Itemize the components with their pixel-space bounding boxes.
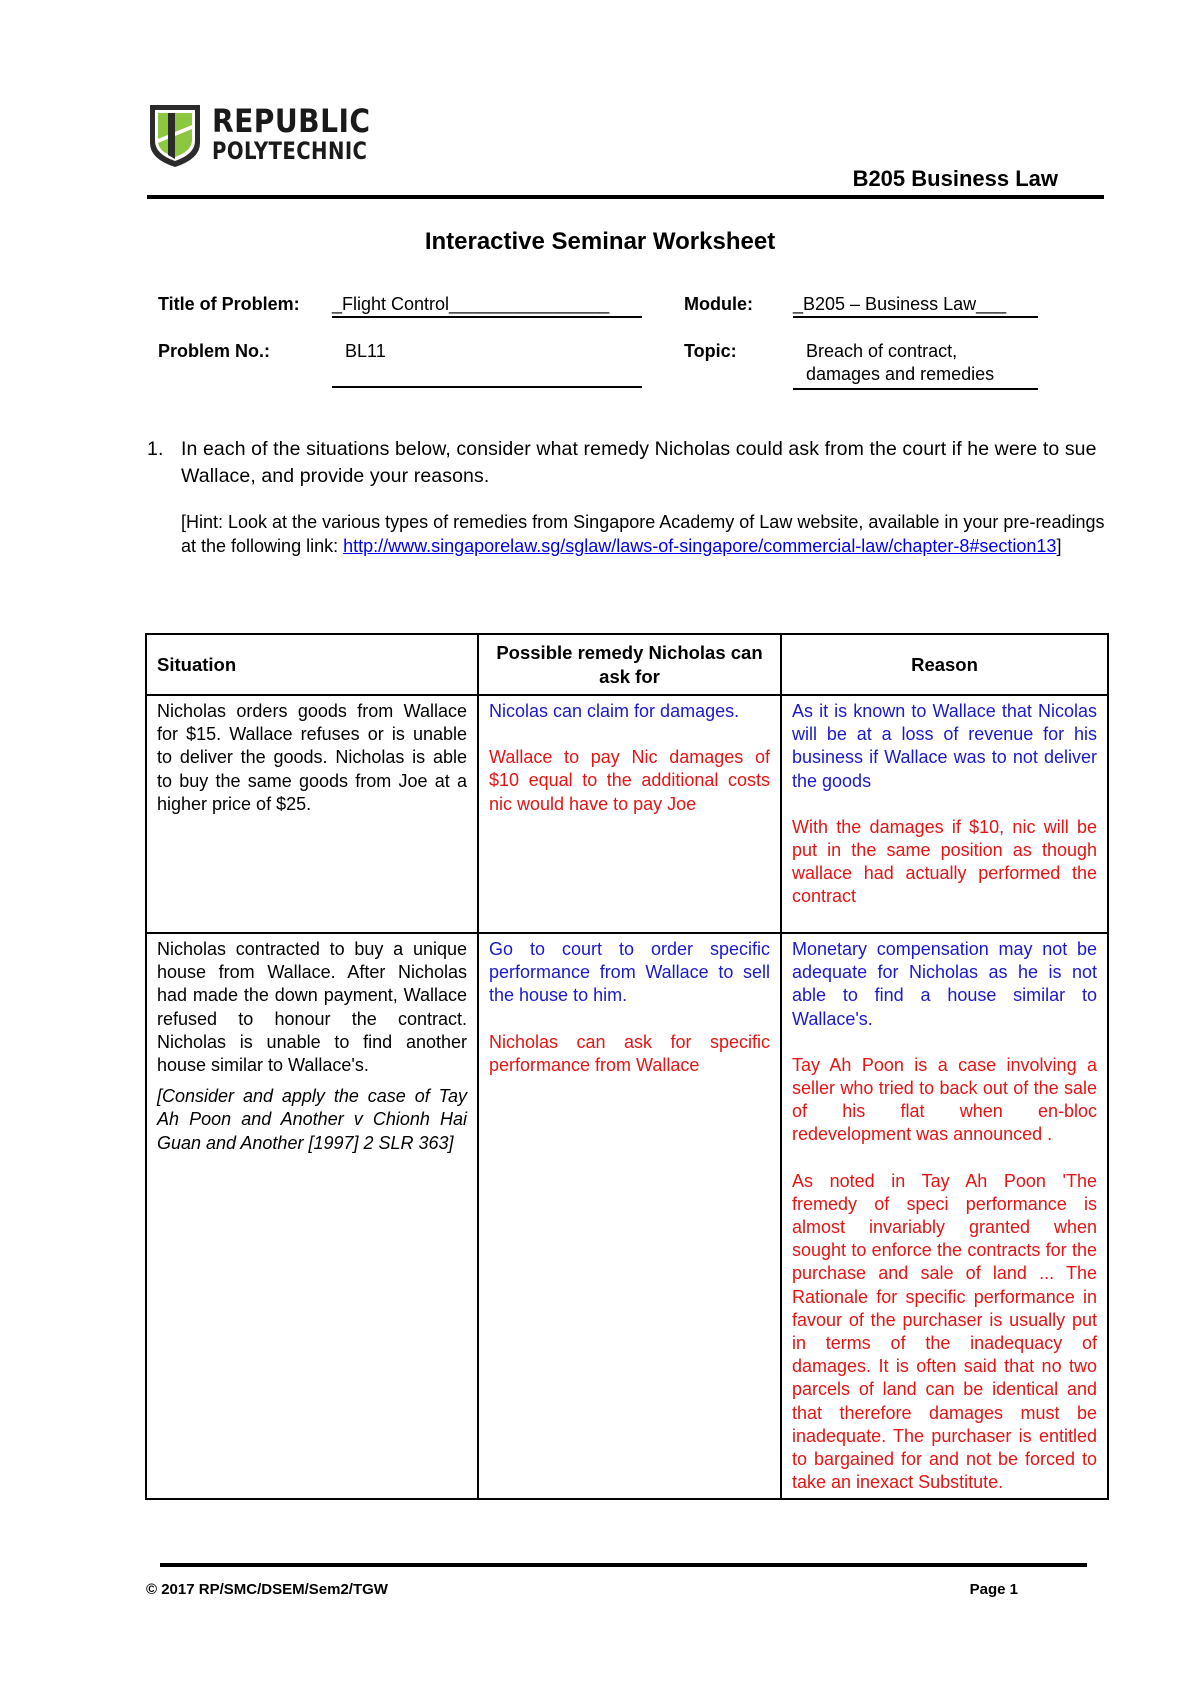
reason-answer-red-quote: As noted in Tay Ah Poon 'The fremedy of speci performance is almost invariably granted when sought to enforce the contracts for the purchase and sale of land ... The Rationale for specific performance in favour of the purchaser is usually put in terms of the inadequacy of damages. It is often said that no two parcels of land can be identical and that therefore damages must be inadequate. The purchaser is entitled to bargained for and not be forced to take an inexact Substitute. — [792, 1170, 1097, 1493]
remedies-table — [145, 633, 1109, 1500]
logo-line-2: POLYTECHNIC — [212, 137, 368, 165]
page-title: Interactive Seminar Worksheet — [424, 228, 776, 255]
question-1 — [147, 436, 1107, 490]
reason-answer-red: Tay Ah Poon is a case involving a seller who tried to back out of the sale of his flat when en-bloc redevelopment was announced . — [792, 1054, 1097, 1145]
module-value: _B205 – Business Law___ — [793, 294, 1007, 314]
module-underline — [793, 316, 1038, 318]
republic-polytechnic-logo — [148, 103, 388, 169]
shield-logo-icon — [148, 103, 202, 169]
title-of-problem-underline — [332, 316, 642, 318]
column-header-situation: Situation — [146, 634, 478, 695]
problem-no-underline — [332, 386, 642, 388]
situation-cell — [146, 695, 478, 933]
table-header-row — [146, 634, 1108, 695]
module-code-heading: B205 Business Law — [852, 166, 1058, 191]
hint-text: [Hint: Look at the various types of remedies from Singapore Academy of Law website, available in your pre-readings at the following link: — [181, 512, 1105, 556]
problem-no-value: BL11 — [345, 341, 386, 361]
reason-cell — [781, 933, 1108, 1499]
remedy-cell — [478, 695, 781, 933]
title-of-problem-label: Title of Problem: — [158, 294, 300, 314]
table-row — [146, 695, 1108, 933]
topic-value-line-1: Breach of contract, — [806, 341, 958, 361]
logo-line-1: REPUBLIC — [212, 102, 371, 140]
module-label: Module: — [684, 294, 753, 314]
singaporelaw-link[interactable]: http://www.singaporelaw.sg/sglaw/laws-of-singapore/commercial-law/chapter-8#section13 — [343, 536, 1057, 556]
hint-paragraph — [181, 510, 1106, 558]
logo-wordmark — [212, 102, 402, 165]
topic-value-line-2: damages and remedies — [806, 364, 995, 384]
reason-answer-blue: As it is known to Wallace that Nicolas will be at a loss of revenue for his business if Wallace was to not deliver the goods — [792, 701, 1097, 791]
column-header-remedy: Possible remedy Nicholas can ask for — [478, 634, 781, 695]
hint-closing-bracket: ] — [1056, 536, 1062, 556]
reason-answer-blue: Monetary compensation may not be adequate for Nicholas as he is not able to find a house similar to Wallace's. — [792, 939, 1097, 1029]
title-of-problem-value: _Flight Control________________ — [332, 294, 610, 314]
remedy-answer-red: Nicholas can ask for specific performance from Wallace — [489, 1031, 770, 1075]
reason-cell — [781, 695, 1108, 933]
question-text: In each of the situations below, consider what remedy Nicholas could ask from the court if he were to sue Wallace, and provide your reasons. — [181, 438, 1097, 487]
situation-cell — [146, 933, 478, 1499]
topic-underline — [793, 388, 1038, 390]
copyright-footer: © 2017 RP/SMC/DSEM/Sem2/TGW — [146, 1581, 388, 1598]
situation-case-note: [Consider and apply the case of Tay Ah Poon and Another v Chionh Hai Guan and Another [1997] 2 SLR 363] — [157, 1086, 467, 1153]
remedy-cell — [478, 933, 781, 1499]
column-header-reason: Reason — [781, 634, 1108, 695]
problem-no-label: Problem No.: — [158, 341, 271, 361]
remedy-answer-red: Wallace to pay Nic damages of $10 equal to the additional costs nic would have to pay Joe — [489, 747, 770, 814]
situation-text: Nicholas contracted to buy a unique house from Wallace. After Nicholas had made the down payment, Wallace refused to honour the contract. Nicholas is unable to find another house similar to Wallace's. — [157, 939, 467, 1076]
question-number: 1. — [147, 438, 164, 460]
topic-label: Topic: — [684, 341, 737, 361]
table-row — [146, 933, 1108, 1499]
page-number: Page 1 — [969, 1581, 1018, 1598]
reason-answer-red: With the damages if $10, nic will be put in the same position as though wallace had actually performed the contract — [792, 816, 1097, 907]
situation-text: Nicholas orders goods from Wallace for $15. Wallace refuses or is unable to deliver the goods. Nicholas is able to buy the same goods from Joe at a higher price of $25. — [157, 701, 467, 814]
header-divider — [147, 195, 1104, 199]
remedy-answer-blue: Nicolas can claim for damages. — [489, 701, 740, 721]
footer-divider — [160, 1563, 1087, 1567]
remedy-answer-blue: Go to court to order specific performance from Wallace to sell the house to him. — [489, 939, 770, 1006]
